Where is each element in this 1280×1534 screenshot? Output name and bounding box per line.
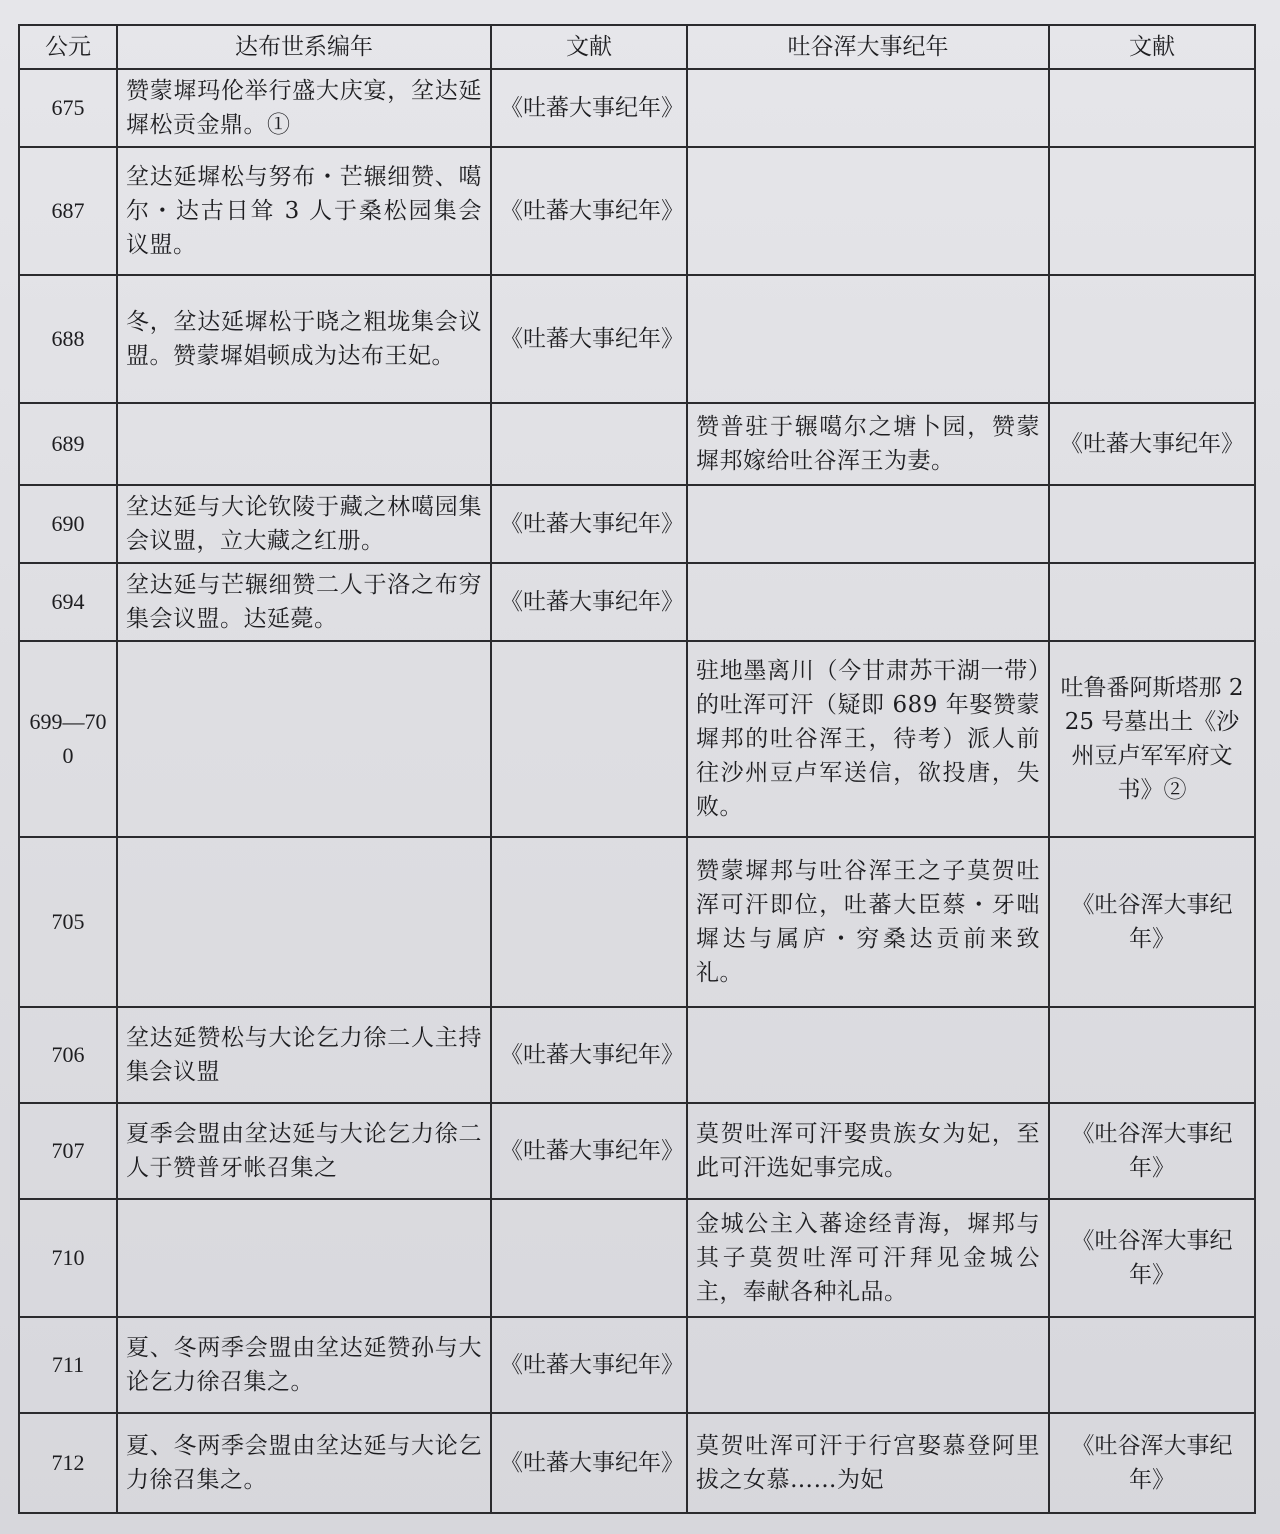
source-cell (1049, 275, 1255, 403)
dabu-event-cell (117, 837, 491, 1007)
year-cell: 712 (19, 1413, 117, 1513)
source-cell (1049, 147, 1255, 275)
table-row (19, 1413, 1255, 1513)
header-tuyuhun-chronicle: 吐谷浑大事纪年 (687, 25, 1049, 69)
table-row (19, 1103, 1255, 1199)
tuyuhun-event-cell (687, 485, 1049, 563)
source-cell: 《吐蕃大事纪年》 (491, 1413, 687, 1513)
chronology-table (18, 24, 1256, 1514)
tuyuhun-event-cell (687, 1007, 1049, 1103)
year-cell: 690 (19, 485, 117, 563)
year-cell: 675 (19, 69, 117, 147)
source-cell: 《吐蕃大事纪年》 (491, 275, 687, 403)
tuyuhun-event-cell (687, 275, 1049, 403)
source-cell: 《吐谷浑大事纪年》 (1049, 1199, 1255, 1317)
source-cell: 《吐蕃大事纪年》 (491, 1317, 687, 1413)
tuyuhun-event-cell: 金城公主入蕃途经青海，墀邦与其子莫贺吐浑可汗拜见金城公主，奉献各种礼品。 (687, 1199, 1049, 1317)
source-cell (1049, 69, 1255, 147)
header-row (19, 25, 1255, 69)
source-cell (491, 837, 687, 1007)
header-dabu-chronicle: 达布世系编年 (117, 25, 491, 69)
tuyuhun-event-cell (687, 563, 1049, 641)
dabu-event-cell: 坌达延与大论钦陵于藏之林噶园集会议盟，立大藏之红册。 (117, 485, 491, 563)
dabu-event-cell: 坌达延与芒辗细赞二人于洛之布穷集会议盟。达延薨。 (117, 563, 491, 641)
table-row (19, 275, 1255, 403)
source-cell: 《吐蕃大事纪年》 (491, 485, 687, 563)
source-cell (491, 1199, 687, 1317)
source-cell (491, 403, 687, 485)
tuyuhun-event-cell: 赞普驻于辗噶尔之塘卜园，赞蒙墀邦嫁给吐谷浑王为妻。 (687, 403, 1049, 485)
source-cell (491, 641, 687, 837)
year-cell: 688 (19, 275, 117, 403)
year-cell: 706 (19, 1007, 117, 1103)
table-row (19, 403, 1255, 485)
dabu-event-cell (117, 403, 491, 485)
dabu-event-cell: 夏、冬两季会盟由坌达延与大论乞力徐召集之。 (117, 1413, 491, 1513)
header-source: 文献 (491, 25, 687, 69)
year-cell: 710 (19, 1199, 117, 1317)
source-cell: 《吐蕃大事纪年》 (491, 147, 687, 275)
dabu-event-cell: 赞蒙墀玛伦举行盛大庆宴，坌达延墀松贡金鼎。① (117, 69, 491, 147)
tuyuhun-event-cell: 赞蒙墀邦与吐谷浑王之子莫贺吐浑可汗即位，吐蕃大臣蔡・牙咄墀达与属庐・穷桑达贡前来致礼。 (687, 837, 1049, 1007)
tuyuhun-event-cell: 驻地墨离川（今甘肃苏干湖一带）的吐浑可汗（疑即 689 年娶赞蒙墀邦的吐谷浑王，待考）派人前往沙州豆卢军送信，欲投唐，失败。 (687, 641, 1049, 837)
source-cell (1049, 563, 1255, 641)
source-cell (1049, 1317, 1255, 1413)
table-row (19, 641, 1255, 837)
table-row (19, 563, 1255, 641)
table-row (19, 69, 1255, 147)
year-cell: 705 (19, 837, 117, 1007)
source-cell (1049, 1007, 1255, 1103)
year-cell: 689 (19, 403, 117, 485)
table-row (19, 1007, 1255, 1103)
header-year: 公元 (19, 25, 117, 69)
year-cell: 699—700 (19, 641, 117, 837)
dabu-event-cell (117, 641, 491, 837)
source-cell: 《吐蕃大事纪年》 (491, 1007, 687, 1103)
table-row (19, 1317, 1255, 1413)
source-cell (1049, 485, 1255, 563)
tuyuhun-event-cell: 莫贺吐浑可汗于行宫娶慕登阿里拔之女慕……为妃 (687, 1413, 1049, 1513)
source-cell: 《吐蕃大事纪年》 (491, 563, 687, 641)
dabu-event-cell: 坌达延赞松与大论乞力徐二人主持集会议盟 (117, 1007, 491, 1103)
dabu-event-cell: 冬，坌达延墀松于晓之粗垅集会议盟。赞蒙墀娼顿成为达布王妃。 (117, 275, 491, 403)
source-cell: 《吐蕃大事纪年》 (491, 1103, 687, 1199)
tuyuhun-event-cell (687, 147, 1049, 275)
year-cell: 694 (19, 563, 117, 641)
tuyuhun-event-cell: 莫贺吐浑可汗娶贵族女为妃，至此可汗选妃事完成。 (687, 1103, 1049, 1199)
table-row (19, 837, 1255, 1007)
table-row (19, 485, 1255, 563)
dabu-event-cell: 夏季会盟由坌达延与大论乞力徐二人于赞普牙帐召集之 (117, 1103, 491, 1199)
year-cell: 687 (19, 147, 117, 275)
source-cell: 吐鲁番阿斯塔那 225 号墓出土《沙州豆卢军军府文书》② (1049, 641, 1255, 837)
tuyuhun-event-cell (687, 69, 1049, 147)
dabu-event-cell: 坌达延墀松与努布・芒辗细赞、噶尔・达古日耸 3 人于桑松园集会议盟。 (117, 147, 491, 275)
year-cell: 707 (19, 1103, 117, 1199)
source-cell: 《吐蕃大事纪年》 (491, 69, 687, 147)
tuyuhun-event-cell (687, 1317, 1049, 1413)
dabu-event-cell: 夏、冬两季会盟由坌达延赞孙与大论乞力徐召集之。 (117, 1317, 491, 1413)
dabu-event-cell (117, 1199, 491, 1317)
source-cell: 《吐谷浑大事纪年》 (1049, 1103, 1255, 1199)
table-row (19, 1199, 1255, 1317)
source-cell: 《吐谷浑大事纪年》 (1049, 837, 1255, 1007)
source-cell: 《吐谷浑大事纪年》 (1049, 1413, 1255, 1513)
year-cell: 711 (19, 1317, 117, 1413)
source-cell: 《吐蕃大事纪年》 (1049, 403, 1255, 485)
table-row (19, 147, 1255, 275)
header-source: 文献 (1049, 25, 1255, 69)
